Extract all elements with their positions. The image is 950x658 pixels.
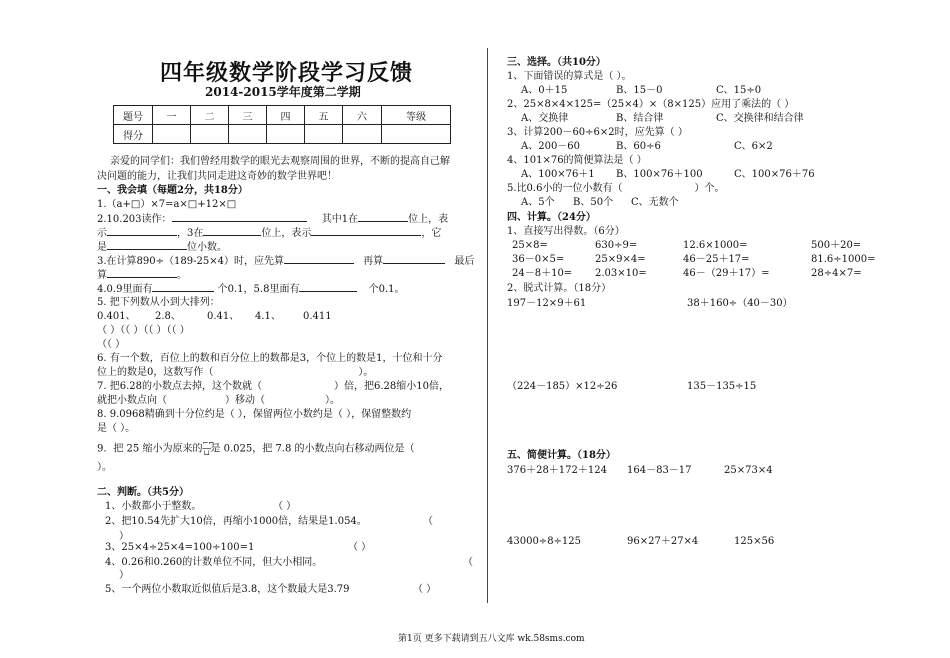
question-text	[97, 254, 474, 268]
question-text: 5. 把下列数从小到大排列：	[97, 297, 220, 308]
section-heading: 二、判断。（共5分）	[97, 487, 189, 498]
score-table-score-row	[114, 125, 451, 144]
score-cell: 四	[267, 106, 305, 125]
calc-item: 38＋160÷（40－30）	[687, 298, 793, 309]
intro-line: 决问题的能力，让我们共同走进这奇妙的数学世界吧！	[97, 171, 337, 182]
section-heading: 一、我会填（每题2分，共18分）	[97, 185, 248, 196]
score-cell: 三	[229, 106, 267, 125]
number-item: 0.411	[303, 311, 332, 322]
question-fragment: 4.0.9里面有	[97, 284, 153, 295]
judgement-item	[105, 583, 436, 596]
question-fragment: 3.在计算890÷（189-25×4）时，应先算	[97, 256, 284, 267]
answer-blank[interactable]	[299, 282, 357, 292]
option[interactable]: C、无数个	[631, 197, 679, 208]
judgement-text: 5、一个两位小数取近似值后是3.8，这个数最大是3.79	[105, 584, 350, 595]
question-fragment: 位上，表	[408, 214, 449, 225]
score-cell: 二	[191, 106, 229, 125]
question-fragment: ，它	[421, 228, 442, 239]
question-text: 4、101×76的简便算法是（ ）	[507, 155, 647, 166]
question-text: 1、下面错误的算式是（ ）。	[507, 71, 632, 82]
judgement-paren[interactable]: （	[463, 557, 473, 568]
question-fragment: 最后	[454, 256, 475, 267]
question-fragment: 就把小数点向（	[97, 395, 167, 406]
option[interactable]: C、交换律和结合律	[716, 113, 804, 124]
option[interactable]: B、100×76＋100	[616, 169, 703, 180]
judgement-text: 4、0.26和0.260的计数单位不同，但大小相同。	[105, 557, 323, 568]
calc-item: 25×73×4	[724, 465, 773, 476]
calc-item: 630÷9=	[595, 240, 638, 251]
question-fragment: 示	[97, 228, 107, 239]
calc-item: 500＋20=	[811, 240, 862, 251]
intro-line: 亲爱的同学们：我们曾经用数学的眼光去观察周围的世界，不断的提高自己解	[110, 156, 450, 167]
question-text	[97, 212, 448, 226]
sub-heading: 1、直接写出得数。（6分）	[507, 226, 625, 237]
calc-item: 96×27＋27×4	[627, 536, 699, 547]
option-row	[521, 112, 804, 125]
score-table	[113, 105, 451, 144]
answer-blank[interactable]	[107, 268, 177, 278]
calc-row	[512, 253, 875, 266]
question-fragment: 其中1在	[321, 214, 359, 225]
option[interactable]: B、结合律	[616, 113, 664, 124]
calc-row	[512, 267, 862, 280]
calc-item: 81.6÷1000=	[811, 254, 876, 265]
score-input-cell[interactable]	[305, 125, 343, 144]
question-fragment: 是	[97, 242, 107, 253]
option[interactable]: C、15÷0	[716, 85, 762, 96]
page-title: 四年级数学阶段学习反馈	[160, 60, 414, 86]
number-item: 2.8、	[155, 311, 181, 322]
calc-item: 28÷4×7=	[811, 268, 862, 279]
judgement-item	[105, 500, 296, 513]
question-text	[97, 380, 449, 393]
number-item: 4.1、	[255, 311, 281, 322]
answer-parens[interactable]: （ ）（（ ）（（ ）（（ ）	[97, 325, 190, 336]
calc-item: 36－0×5=	[512, 254, 565, 265]
judgement-text: 2、把10.54先扩大10倍，再缩小1000倍，结果是1.054。	[105, 516, 367, 527]
answer-blank[interactable]	[311, 226, 421, 236]
option[interactable]: B、50个	[573, 197, 614, 208]
judgement-text: 3、25×4÷25×4=100÷100=1	[105, 542, 255, 553]
calc-item: 125×56	[734, 536, 775, 547]
section-heading: 四、计算。（24分）	[507, 212, 596, 223]
judgement-paren[interactable]: （	[423, 516, 433, 527]
judgement-item	[105, 556, 473, 569]
question-fragment: 个0.1。	[368, 284, 405, 295]
score-cell: 题号	[114, 106, 153, 125]
judgement-close-paren: ）	[119, 570, 129, 581]
question-fragment: 7. 把6.28的小数点去掉，这个数就（	[97, 381, 262, 392]
question-fragment: 位上，表示	[261, 228, 312, 239]
calc-item: 197－12×9＋61	[507, 298, 587, 309]
score-cell: 得分	[114, 125, 153, 144]
question-text	[97, 268, 187, 282]
answer-blank[interactable]	[107, 240, 187, 250]
section-heading: 五、简便计算。（18分）	[507, 450, 616, 461]
calc-item: 2.03×10=	[595, 268, 647, 279]
score-input-cell[interactable]	[191, 125, 229, 144]
calc-item: 135－135÷15	[687, 381, 757, 392]
calc-item: 25×9×4=	[595, 254, 646, 265]
question-fragment: 算	[97, 270, 107, 281]
question-fragment: 位上的数是0，这数写作（	[97, 367, 214, 378]
question-fragment: 。	[177, 270, 187, 281]
question-fragment: 个0.1，5.8里面有	[217, 284, 300, 295]
answer-parens[interactable]: （（ ）	[97, 339, 126, 350]
column-divider	[487, 48, 488, 603]
score-table-header-row	[114, 106, 451, 125]
question-fragment: 5.比0.6小的一位小数有（	[507, 183, 623, 194]
calc-item: （224－185）×12÷26	[507, 381, 618, 392]
option[interactable]: C、6×2	[734, 141, 773, 152]
option[interactable]: C、100×76＋76	[734, 169, 815, 180]
option-row	[521, 196, 679, 209]
judgement-text: 1、小数都小于整数。	[105, 501, 202, 512]
calc-item: 24－8＋10=	[512, 268, 573, 279]
question-text: ）。	[97, 462, 112, 473]
judgement-paren[interactable]: （ ）	[348, 542, 372, 553]
question-text	[97, 282, 405, 296]
question-fragment: ）倍，把6.28缩小10倍，	[334, 381, 449, 392]
question-fragment: 是 0.025，把 7.8 的小数点向右移动两位是（	[210, 443, 415, 455]
answer-blank[interactable]	[107, 226, 177, 236]
question-fragment: ）。	[325, 395, 340, 406]
option-row	[521, 140, 773, 153]
question-text	[97, 240, 227, 254]
question-fragment: ）移动（	[225, 395, 265, 406]
question-text: 1.（a+□）×7=a×□+12×□	[97, 199, 237, 210]
question-text	[507, 182, 724, 195]
judgement-item	[105, 515, 433, 528]
score-input-cell[interactable]	[382, 125, 451, 144]
calc-item: 376＋28＋172＋124	[507, 465, 607, 476]
score-input-cell[interactable]	[229, 125, 267, 144]
option[interactable]: B、60÷6	[616, 141, 661, 152]
question-text	[97, 226, 441, 240]
answer-blank[interactable]	[284, 254, 354, 264]
answer-blank[interactable]	[203, 226, 261, 236]
score-input-cell[interactable]	[343, 125, 382, 144]
question-text: 6. 有一个数，百位上的数和百分位上的数都是3，个位上的数是1，十位和十分	[97, 353, 443, 364]
score-input-cell[interactable]	[153, 125, 191, 144]
option[interactable]: A、0＋15	[521, 85, 568, 96]
option[interactable]: A、5个	[521, 197, 555, 208]
option[interactable]: A、200－60	[521, 141, 581, 152]
score-cell: 一	[153, 106, 191, 125]
answer-blank[interactable]	[152, 282, 214, 292]
question-text: 2、25×8×4×125=（25×4）×（8×125）应用了乘法的（ ）	[507, 99, 795, 110]
calc-row	[512, 239, 861, 252]
sub-heading: 2、脱式计算。（18分）	[507, 283, 612, 294]
judgement-paren[interactable]: （ ）	[273, 501, 297, 512]
fraction-blank-icon[interactable]: ⌐⌐ ── └┘	[202, 439, 215, 459]
calc-item: 43000÷8÷125	[507, 536, 582, 547]
option[interactable]: A、交换律	[521, 113, 569, 124]
score-input-cell[interactable]	[267, 125, 305, 144]
number-list	[97, 310, 332, 323]
score-cell: 五	[305, 106, 343, 125]
question-fragment: 9．把 25 缩小为原来的	[97, 443, 203, 455]
question-text	[97, 394, 340, 407]
calc-item: 25×8=	[512, 240, 548, 251]
calc-item: 164－83－17	[627, 465, 692, 476]
question-fragment: ，3在	[177, 228, 204, 239]
number-item: 0.401、	[97, 311, 136, 322]
number-item: 0.41、	[207, 311, 240, 322]
question-fragment: 2.10.203读作：	[97, 214, 172, 225]
question-text: 8. 9.0968精确到十分位约是（ ），保留两位小数约是（ ），保留整数约	[97, 409, 412, 420]
judgement-item	[105, 541, 371, 554]
calc-item: 46－25＋17=	[683, 254, 750, 265]
page-footer: 第1页 更多下载请到五八文库 wk.58sms.com	[398, 634, 585, 644]
question-text: 是（ ）。	[97, 423, 136, 434]
answer-blank[interactable]	[358, 212, 408, 222]
option-row	[521, 84, 761, 97]
option[interactable]: A、100×76＋1	[521, 169, 595, 180]
judgement-close-paren: ）	[119, 531, 129, 542]
answer-blank[interactable]	[172, 212, 307, 222]
score-cell: 六	[343, 106, 382, 125]
question-text: 3、计算200－60÷6×2时，应先算（ ）	[507, 127, 688, 138]
question-fragment: ）。	[358, 367, 374, 378]
score-cell: 等级	[382, 106, 451, 125]
page-subtitle: 2014-2015学年度第二学期	[205, 85, 361, 99]
judgement-paren[interactable]: （ ）	[413, 584, 437, 595]
calc-item: 12.6×1000=	[683, 240, 748, 251]
question-text	[97, 440, 415, 458]
answer-blank[interactable]	[383, 254, 445, 264]
option-row	[521, 168, 815, 181]
question-fragment: ）个。	[694, 183, 725, 194]
question-text	[97, 366, 373, 379]
calc-item: 46－（29＋17）=	[683, 268, 770, 279]
option[interactable]: B、15－0	[616, 85, 663, 96]
section-heading: 三、选择。（共10分）	[507, 57, 606, 68]
question-fragment: 再算	[363, 256, 384, 267]
question-fragment: 位小数。	[187, 242, 227, 253]
